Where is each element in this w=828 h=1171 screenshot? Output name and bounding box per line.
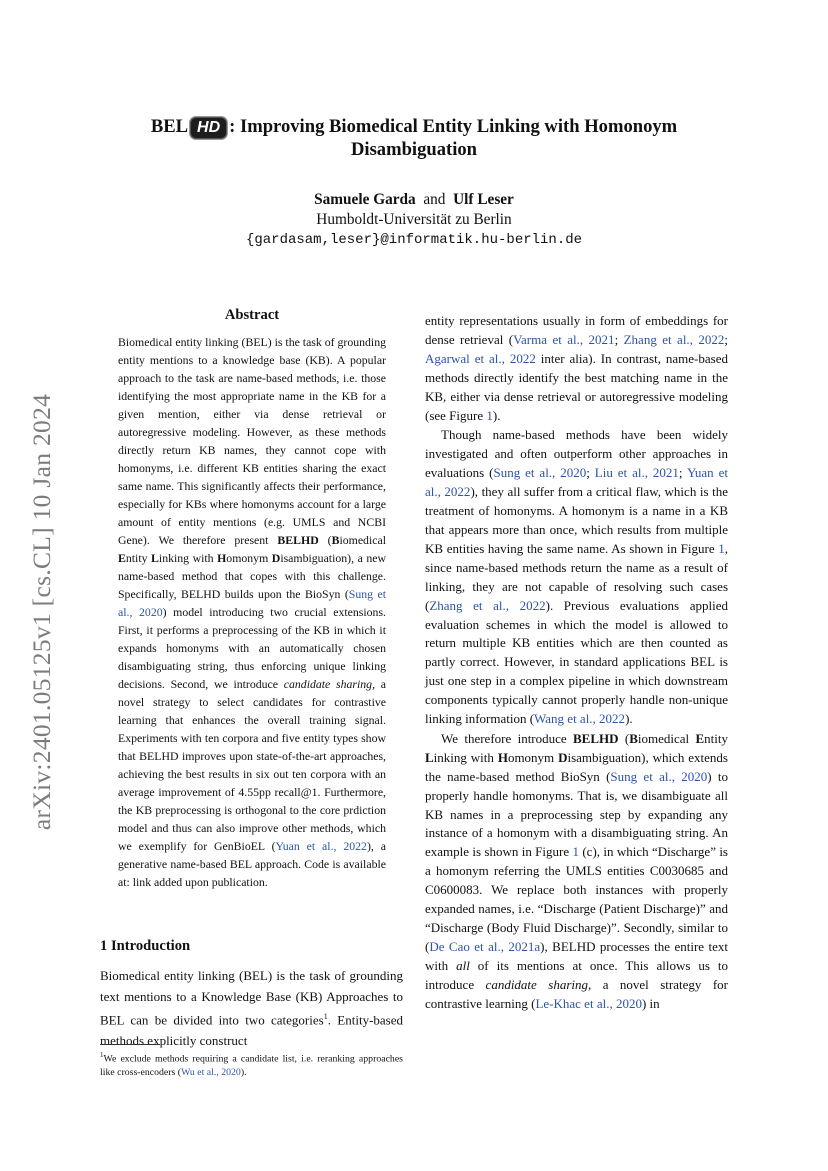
body-text: ; xyxy=(724,331,728,347)
body-text: ) to properly handle homonyms. That is, we disambiguate all KB names in a preprocessing step by expanding any instance of a homonym with a disambiguating string. An example is shown in Figure xyxy=(425,768,728,860)
footnote xyxy=(100,1049,403,1079)
body-text: ), they all suffer from a critical flaw, which is the treatment of homonyms. A homonym is a name in a KB that appears more than once, which results from multiple KB entities having the same name. As shown in Figure xyxy=(425,484,728,556)
footnote-text: We exclude methods requiring a candidate list, i.e. reranking approaches like cross-encoders ( xyxy=(100,1053,403,1078)
body-text: We therefore introduce xyxy=(441,730,574,746)
abstract-text: ntity xyxy=(125,551,152,565)
paragraph xyxy=(425,312,728,425)
abstract-body xyxy=(118,333,386,891)
body-text: omonym xyxy=(507,749,559,765)
citation-link[interactable]: Sung et al., 2020 xyxy=(610,768,708,784)
acronym-letter: L xyxy=(151,551,159,565)
arxiv-stamp xyxy=(22,372,62,852)
footnote-text: ). xyxy=(240,1066,247,1078)
acronym-letter: H xyxy=(497,749,508,765)
citation-link[interactable]: De Cao et al., 2021a xyxy=(429,938,541,954)
emphasis: all xyxy=(456,957,470,973)
author-names xyxy=(100,190,728,210)
body-text: inking with xyxy=(433,749,498,765)
paper-title xyxy=(100,116,728,161)
abstract-text: isambiguation xyxy=(280,551,348,565)
footnote-mark[interactable]: 1 xyxy=(323,1012,328,1021)
body-text: inter alia). In contrast, name-based methods directly identify the best matching name in the KB, either via dense retrieval or autoregressive modeling (see Figure xyxy=(425,350,728,423)
citation-link[interactable]: Sung et al., 2020 xyxy=(118,587,386,619)
body-text: ; xyxy=(678,465,687,481)
citation-link[interactable]: Wu et al., 2020 xyxy=(181,1066,241,1078)
citation-link[interactable]: Liu et al., 2021 xyxy=(594,465,679,481)
abstract-text: iomedical xyxy=(339,533,386,547)
figure-ref-link[interactable]: 1 xyxy=(572,844,579,860)
arxiv-stamp-text: arXiv:2401.05125v1 [cs.CL] 10 Jan 2024 xyxy=(27,393,56,831)
right-column xyxy=(425,312,728,1014)
acronym-letter: E xyxy=(695,730,705,746)
abstract-text: , a novel strategy to select candidates for contrastive learning that enhances the overall training signal. Experiments with ten corpora and five entity types show that BELHD improves upon state-of-the-art approaches, achieving the best results in six out ten corpora with an average improvement of 4.55pp recall@1. Furthermore, the KB preprocessing is orthogonal to the core prdiction model and thus can also improve other methods, which we exemplify for GenBioEL ( xyxy=(118,677,386,853)
intro-body xyxy=(100,966,403,1051)
acronym-letter: H xyxy=(217,551,227,565)
author-block xyxy=(100,190,728,250)
body-text: iomedical xyxy=(637,730,696,746)
abstract-text: inking with xyxy=(158,551,218,565)
acronym-letter: D xyxy=(271,551,281,565)
footnote-number: 1 xyxy=(100,1051,104,1059)
belhd-name: BELHD xyxy=(277,533,319,547)
email: {gardasam,leser}@informatik.hu-berlin.de xyxy=(245,232,583,248)
author-2: Ulf Leser xyxy=(453,191,514,208)
body-text: of its mentions at once. This allows us to introduce xyxy=(425,957,728,992)
body-text: ; xyxy=(614,331,624,347)
body-text: ). xyxy=(492,407,501,423)
body-text: ntity xyxy=(704,730,728,746)
citation-link[interactable]: Sung et al., 2020 xyxy=(493,465,587,481)
body-text: , a novel strategy for contrastive learning ( xyxy=(425,976,729,1011)
citation-link[interactable]: Zhang et al., 2022 xyxy=(623,331,725,347)
acronym-letter: L xyxy=(425,749,434,765)
body-text: ). Previous evaluations applied evaluation schemes in which the model is allowed to return multiple KB entities which are then counted as partly correct. However, in standard applications BEL is just one step in a complex pipeline in which downstream components typically cannot properly handle non-unique linking information ( xyxy=(425,597,728,727)
abstract-text: ( xyxy=(318,533,332,547)
figure-ref-link[interactable]: 1 xyxy=(486,407,493,423)
abstract-text: Biomedical entity linking (BEL) is the task of grounding entity mentions to a knowledge base (KB). A popular approach to the task are name-based methods, i.e. those identifying the most appropriate name in the KB for a given mention, either via dense retrieval or autoregressive modeling. However, as these methods directly return KB names, they cannot cope with homonyms, i.e. different KB entities sharing the exact same name. This significantly affects their performance, especially for KBs where homonyms account for a large amount of entity mentions (e.g. UMLS and NCBI Gene). We therefore present xyxy=(118,335,387,547)
acronym-letter: B xyxy=(331,533,340,547)
acronym-letter: D xyxy=(558,749,568,765)
intro-text: Biomedical entity linking (BEL) is the task of grounding text mentions to a Knowledge Base (KB) Approaches to BEL can be divided into two categories xyxy=(100,968,403,1028)
emphasis: candidate sharing xyxy=(283,677,373,691)
body-text: Though name-based methods have been widely investigated and often outperform other approaches in evaluations ( xyxy=(425,427,728,481)
affiliation: Humboldt-Universität zu Berlin xyxy=(316,211,512,228)
paragraph xyxy=(425,426,728,729)
title-rest: : Improving Biomedical Entity Linking with Homonoym Disambiguation xyxy=(229,116,678,160)
body-text: ( xyxy=(618,730,630,746)
body-text: entity representations usually in form of embeddings for dense retrieval ( xyxy=(425,313,728,347)
body-text: (c), in which “Discharge” is a homonym referring the UMLS entities C0030685 and C0600083. We replace both instances with properly expanded names, i.e. “Discharge (Patient Discharge)” and “Discharge (Body Fluid Discharge)”. Secondly, similar to ( xyxy=(425,844,728,954)
citation-link[interactable]: Wang et al., 2022 xyxy=(534,711,626,727)
body-text: ), which extends the name-based method BioSyn ( xyxy=(425,749,728,784)
figure-ref-link[interactable]: 1 xyxy=(718,540,725,556)
body-text: , since name-based methods return the name as a result of linking, they are not capable of resolving such cases ( xyxy=(425,540,728,613)
author-and: and xyxy=(423,191,446,208)
citation-link[interactable]: Yuan et al., 2022 xyxy=(425,465,728,500)
body-text: ). xyxy=(625,711,633,727)
citation-link[interactable]: Varma et al., 2021 xyxy=(513,331,615,347)
title-prefix: BEL xyxy=(150,116,189,137)
abstract-text: ), a generative name-based BEL approach. Code is available at: link added upon publication. xyxy=(118,839,386,889)
abstract-text: omonym xyxy=(226,551,272,565)
body-text: ), BELHD processes the entire text with xyxy=(425,938,728,973)
title-hd-badge: HD xyxy=(190,117,227,139)
belhd-name: BELHD xyxy=(573,730,619,746)
citation-link[interactable]: Yuan et al., 2022 xyxy=(275,839,367,853)
paragraph xyxy=(425,730,728,1014)
body-text: ; xyxy=(586,465,595,481)
emphasis: candidate sharing xyxy=(485,976,588,992)
citation-link[interactable]: Zhang et al., 2022 xyxy=(429,597,546,613)
citation-link[interactable]: Agarwal et al., 2022 xyxy=(425,350,536,366)
author-1: Samuele Garda xyxy=(314,191,416,208)
abstract-text: ) model introducing two crucial extensions. First, it performs a preprocessing of the KB in which it expands homonyms with an automatically chosen disambiguating string, thus enforcing unique linking decisions. Second, we introduce xyxy=(118,605,386,691)
body-text: isambiguation xyxy=(567,749,642,765)
abstract-text: ), a new name-based method that copes with this challenge. Specifically, BELHD builds upon the BioSyn ( xyxy=(118,551,386,601)
body-text: ) in xyxy=(641,995,660,1011)
acronym-letter: B xyxy=(629,730,638,746)
section-heading-introduction: 1 Introduction xyxy=(100,938,191,954)
acronym-letter: E xyxy=(118,551,126,565)
abstract-heading: Abstract xyxy=(224,307,280,323)
citation-link[interactable]: Le-Khac et al., 2020 xyxy=(535,995,642,1011)
footnote-rule xyxy=(100,1044,160,1045)
intro-text: . Entity-based methods explicitly construct xyxy=(100,1012,403,1048)
